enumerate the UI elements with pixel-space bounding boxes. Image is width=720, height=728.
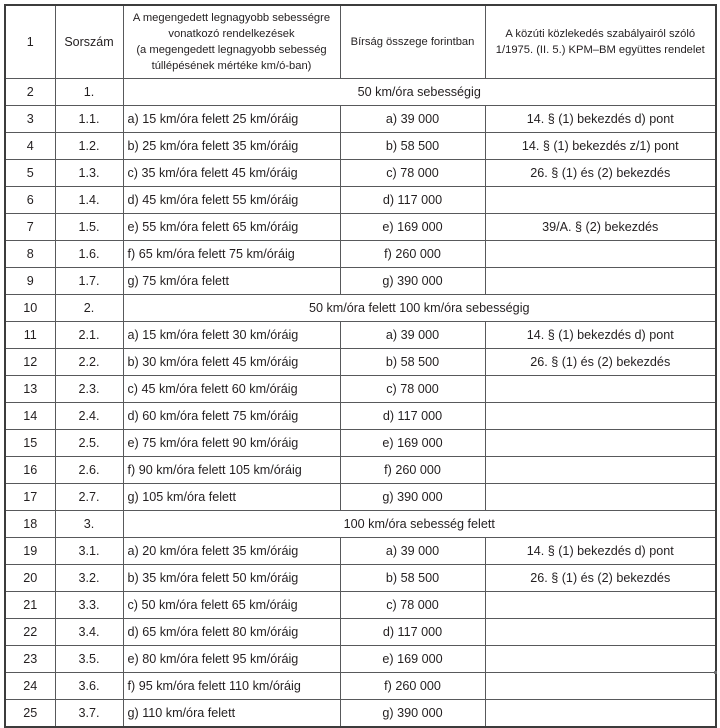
table-row (5, 700, 716, 728)
fine-amount-cell: g) 390 000 (340, 700, 485, 728)
fine-amount-cell: e) 169 000 (340, 430, 485, 457)
header-serial: Sorszám (55, 5, 123, 79)
row-index-cell: 5 (5, 160, 55, 187)
legal-reference-cell (485, 457, 716, 484)
fine-amount-cell: d) 117 000 (340, 619, 485, 646)
row-serial-cell: 3.1. (55, 538, 123, 565)
speed-range-cell: a) 15 km/óra felett 25 km/óráig (123, 106, 340, 133)
section-row (5, 79, 716, 106)
row-serial-cell: 2.1. (55, 322, 123, 349)
legal-reference-cell: 14. § (1) bekezdés d) pont (485, 538, 716, 565)
table-row (5, 619, 716, 646)
speed-range-cell: g) 105 km/óra felett (123, 484, 340, 511)
table-row (5, 376, 716, 403)
speed-range-cell: e) 55 km/óra felett 65 km/óráig (123, 214, 340, 241)
row-serial-cell: 2.3. (55, 376, 123, 403)
row-serial-cell: 1.5. (55, 214, 123, 241)
row-index-cell: 22 (5, 619, 55, 646)
header-law-line-1: A közúti közlekedés szabályairól szóló (505, 28, 696, 40)
speed-range-cell: g) 75 km/óra felett (123, 268, 340, 295)
legal-reference-cell (485, 376, 716, 403)
speed-range-cell: c) 45 km/óra felett 60 km/óráig (123, 376, 340, 403)
legal-reference-cell: 26. § (1) és (2) bekezdés (485, 349, 716, 376)
table-row (5, 349, 716, 376)
legal-reference-cell (485, 646, 716, 673)
fine-amount-cell: a) 39 000 (340, 322, 485, 349)
table-row (5, 160, 716, 187)
fine-amount-cell: b) 58 500 (340, 565, 485, 592)
header-law-line-2: 1/1975. (II. 5.) KPM–BM együttes rendelet (495, 44, 705, 56)
fine-amount-cell: d) 117 000 (340, 187, 485, 214)
fine-amount-cell: b) 58 500 (340, 133, 485, 160)
table-row (5, 214, 716, 241)
table-row (5, 403, 716, 430)
speed-range-cell: b) 30 km/óra felett 45 km/óráig (123, 349, 340, 376)
row-serial-cell: 1.1. (55, 106, 123, 133)
table-row (5, 187, 716, 214)
row-index-cell: 25 (5, 700, 55, 728)
fine-amount-cell: d) 117 000 (340, 403, 485, 430)
table-row (5, 457, 716, 484)
section-row (5, 511, 716, 538)
fine-amount-cell: c) 78 000 (340, 376, 485, 403)
speed-range-cell: f) 90 km/óra felett 105 km/óráig (123, 457, 340, 484)
table-row (5, 430, 716, 457)
row-index-cell: 4 (5, 133, 55, 160)
speed-range-cell: f) 65 km/óra felett 75 km/óráig (123, 241, 340, 268)
row-index-cell: 8 (5, 241, 55, 268)
row-index-cell: 3 (5, 106, 55, 133)
row-index-cell: 6 (5, 187, 55, 214)
row-serial-cell: 3.3. (55, 592, 123, 619)
fine-amount-cell: a) 39 000 (340, 538, 485, 565)
header-rule-line-1: A megengedett legnagyobb sebességre (132, 12, 331, 24)
legal-reference-cell (485, 430, 716, 457)
row-index-cell: 16 (5, 457, 55, 484)
section-title-cell: 100 km/óra sebesség felett (123, 511, 716, 538)
legal-reference-cell (485, 673, 716, 700)
row-serial-cell: 2.4. (55, 403, 123, 430)
speed-range-cell: b) 25 km/óra felett 35 km/óráig (123, 133, 340, 160)
header-rule (123, 5, 340, 79)
row-index-cell: 17 (5, 484, 55, 511)
row-index-cell: 7 (5, 214, 55, 241)
table-row (5, 268, 716, 295)
legal-reference-cell: 14. § (1) bekezdés d) pont (485, 106, 716, 133)
row-index-cell: 11 (5, 322, 55, 349)
row-serial-cell: 1.6. (55, 241, 123, 268)
speed-range-cell: d) 65 km/óra felett 80 km/óráig (123, 619, 340, 646)
fine-amount-cell: f) 260 000 (340, 673, 485, 700)
table-row (5, 133, 716, 160)
legal-reference-cell (485, 187, 716, 214)
header-rule-line-4: túllépésének mértéke km/ó-ban) (151, 60, 312, 72)
row-serial-cell: 3. (55, 511, 123, 538)
row-serial-cell: 2.7. (55, 484, 123, 511)
legal-reference-cell (485, 619, 716, 646)
table-row (5, 538, 716, 565)
row-serial-cell: 2. (55, 295, 123, 322)
speed-range-cell: g) 110 km/óra felett (123, 700, 340, 728)
table-row (5, 673, 716, 700)
table-row (5, 592, 716, 619)
legal-reference-cell (485, 592, 716, 619)
row-serial-cell: 3.4. (55, 619, 123, 646)
speed-range-cell: d) 60 km/óra felett 75 km/óráig (123, 403, 340, 430)
row-index-cell: 15 (5, 430, 55, 457)
legal-reference-cell (485, 241, 716, 268)
row-index-cell: 20 (5, 565, 55, 592)
section-title-cell: 50 km/óra felett 100 km/óra sebességig (123, 295, 716, 322)
section-row (5, 295, 716, 322)
speed-range-cell: d) 45 km/óra felett 55 km/óráig (123, 187, 340, 214)
speed-range-cell: f) 95 km/óra felett 110 km/óráig (123, 673, 340, 700)
legal-reference-cell: 26. § (1) és (2) bekezdés (485, 160, 716, 187)
legal-reference-cell (485, 403, 716, 430)
speed-range-cell: c) 35 km/óra felett 45 km/óráig (123, 160, 340, 187)
table-body (5, 79, 716, 728)
row-serial-cell: 1.2. (55, 133, 123, 160)
header-rule-line-2: vonatkozó rendelkezések (168, 28, 295, 40)
row-serial-cell: 2.2. (55, 349, 123, 376)
row-serial-cell: 3.2. (55, 565, 123, 592)
table-row (5, 565, 716, 592)
row-index-cell: 2 (5, 79, 55, 106)
row-index-cell: 13 (5, 376, 55, 403)
section-title-cell: 50 km/óra sebességig (123, 79, 716, 106)
speed-range-cell: b) 35 km/óra felett 50 km/óráig (123, 565, 340, 592)
legal-reference-cell (485, 700, 716, 728)
row-serial-cell: 2.5. (55, 430, 123, 457)
speeding-fine-table (4, 4, 717, 728)
row-index-cell: 24 (5, 673, 55, 700)
table-row (5, 484, 716, 511)
table-row (5, 106, 716, 133)
fine-amount-cell: c) 78 000 (340, 160, 485, 187)
row-serial-cell: 3.7. (55, 700, 123, 728)
speed-range-cell: a) 15 km/óra felett 30 km/óráig (123, 322, 340, 349)
table-header (5, 5, 716, 79)
row-serial-cell: 1.7. (55, 268, 123, 295)
row-serial-cell: 3.5. (55, 646, 123, 673)
table-row (5, 241, 716, 268)
legal-reference-cell: 14. § (1) bekezdés z/1) pont (485, 133, 716, 160)
table-row (5, 322, 716, 349)
fine-amount-cell: f) 260 000 (340, 457, 485, 484)
row-serial-cell: 1.4. (55, 187, 123, 214)
legal-reference-cell (485, 268, 716, 295)
row-index-cell: 10 (5, 295, 55, 322)
header-legal-reference (485, 5, 716, 79)
row-index-cell: 21 (5, 592, 55, 619)
row-serial-cell: 2.6. (55, 457, 123, 484)
legal-reference-cell (485, 484, 716, 511)
legal-reference-cell: 39/A. § (2) bekezdés (485, 214, 716, 241)
fine-amount-cell: e) 169 000 (340, 214, 485, 241)
row-index-cell: 19 (5, 538, 55, 565)
row-serial-cell: 1. (55, 79, 123, 106)
row-index-cell: 12 (5, 349, 55, 376)
speed-range-cell: c) 50 km/óra felett 65 km/óráig (123, 592, 340, 619)
fine-amount-cell: b) 58 500 (340, 349, 485, 376)
legal-reference-cell: 26. § (1) és (2) bekezdés (485, 565, 716, 592)
row-index-cell: 9 (5, 268, 55, 295)
speed-range-cell: a) 20 km/óra felett 35 km/óráig (123, 538, 340, 565)
fine-amount-cell: g) 390 000 (340, 268, 485, 295)
header-fine-amount: Bírság összege forintban (340, 5, 485, 79)
row-serial-cell: 1.3. (55, 160, 123, 187)
row-serial-cell: 3.6. (55, 673, 123, 700)
table-header-row (5, 5, 716, 79)
legal-reference-cell: 14. § (1) bekezdés d) pont (485, 322, 716, 349)
speed-range-cell: e) 75 km/óra felett 90 km/óráig (123, 430, 340, 457)
row-index-cell: 14 (5, 403, 55, 430)
fine-amount-cell: g) 390 000 (340, 484, 485, 511)
fine-amount-cell: e) 169 000 (340, 646, 485, 673)
speed-range-cell: e) 80 km/óra felett 95 km/óráig (123, 646, 340, 673)
table-row (5, 646, 716, 673)
header-index: 1 (5, 5, 55, 79)
row-index-cell: 18 (5, 511, 55, 538)
fine-amount-cell: c) 78 000 (340, 592, 485, 619)
fine-amount-cell: a) 39 000 (340, 106, 485, 133)
scan-artifact-speck (714, 671, 717, 674)
row-index-cell: 23 (5, 646, 55, 673)
fine-amount-cell: f) 260 000 (340, 241, 485, 268)
header-rule-line-3: (a megengedett legnagyobb sebesség (136, 44, 327, 56)
